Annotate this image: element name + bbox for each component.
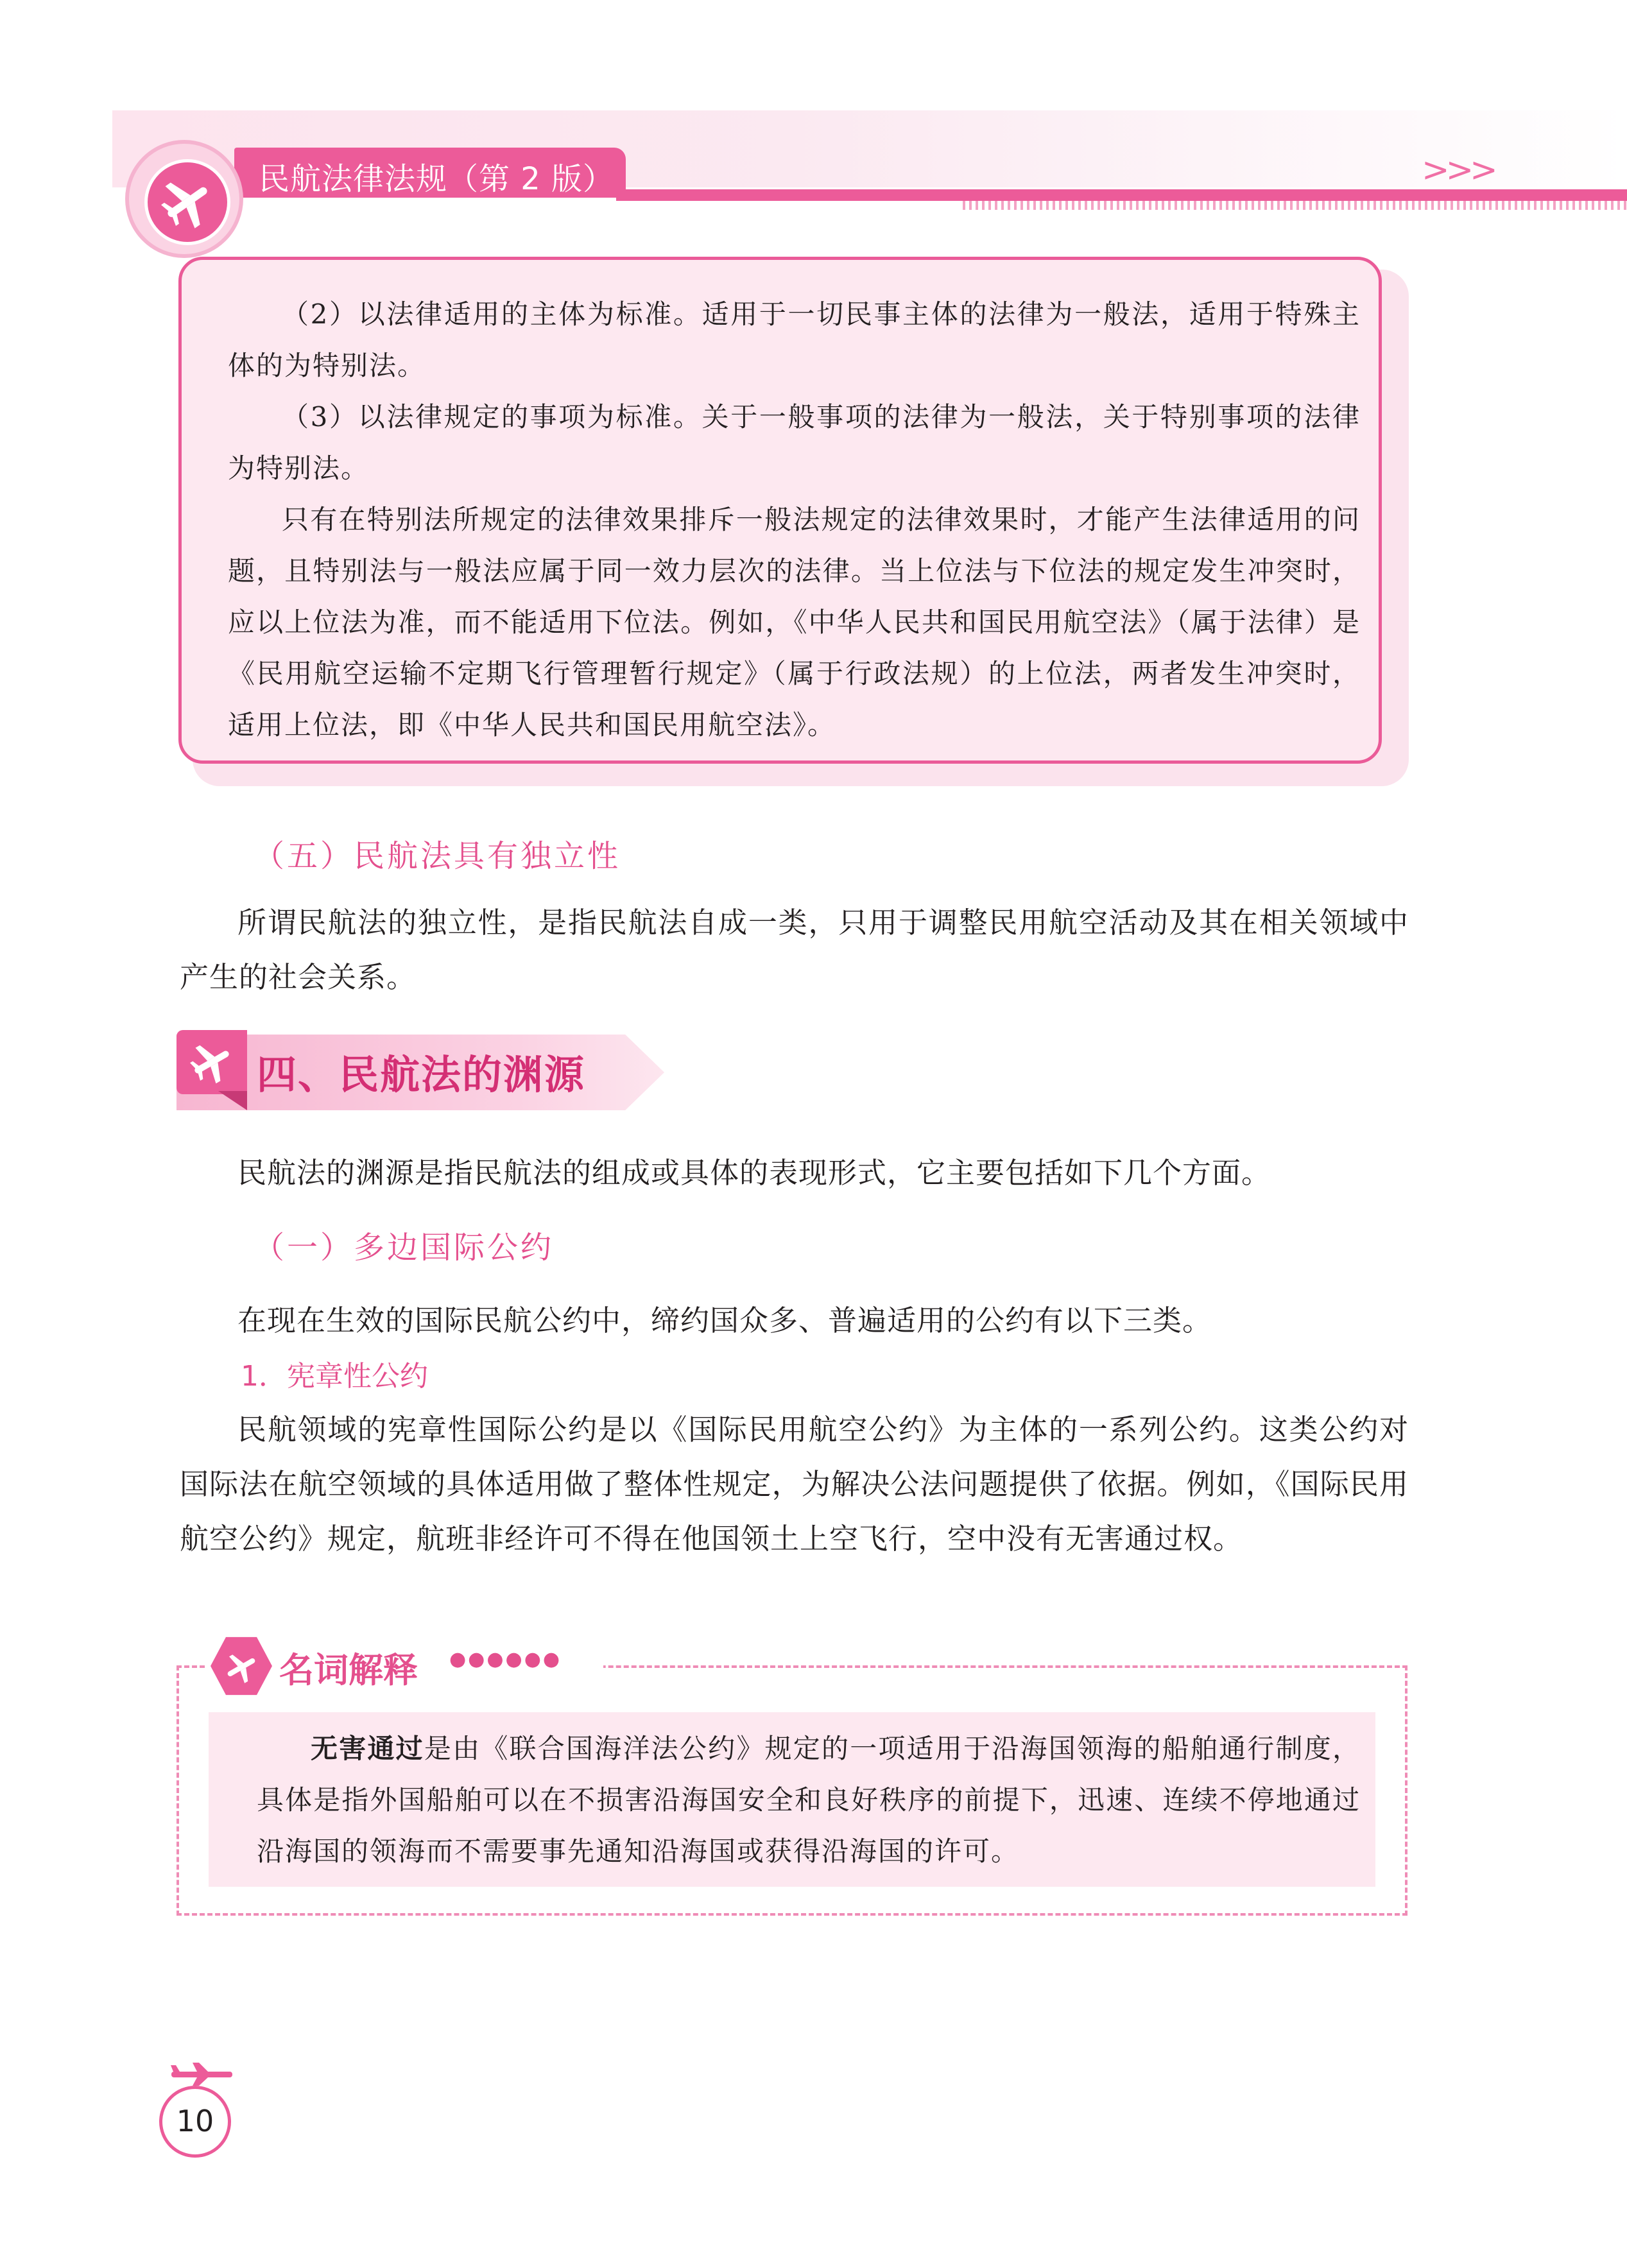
subsection-heading-multilateral: （一）多边国际公约 [254,1230,555,1266]
term-definition [257,1723,1361,1877]
term-keyword: 无害通过 [311,1733,424,1764]
term-label: 名词解释 [279,1650,418,1690]
term-paragraph [257,1723,1361,1877]
independence-paragraph [180,895,1409,1004]
term-definition-text: 是由《联合国海洋法公约》规定的一项适用于沿海国领海的船舶通行制度，具体是指外国船舶可以在不损害沿海国安全和良好秩序的前提下，迅速、连续不停地通过沿海国的领海而不需要事先通知沿海国或获得沿海国的许可。 [257,1733,1361,1867]
section-intro [180,1146,1409,1200]
charter-paragraph [180,1402,1409,1566]
multilateral-paragraph [180,1293,1409,1348]
note-box-text [228,289,1361,751]
chevrons-decoration: >>> [1422,151,1494,189]
item-heading-charter: 1．宪章性公约 [241,1360,428,1393]
footer-airplane-icon [168,2061,239,2087]
body-paragraph: 所谓民航法的独立性，是指民航法自成一类，只用于调整民用航空活动及其在相关领域中产生的社会关系。 [180,906,1409,994]
note-paragraph: （3）以法律规定的事项为标准。关于一般事项的法律为一般法，关于特别事项的法律为特别法。 [228,401,1361,484]
body-paragraph: 民航领域的宪章性国际公约是以《国际民用航空公约》为主体的一系列公约。这类公约对国际法在航空领域的具体适用做了整体性规定，为解决公法问题提供了依据。例如，《国际民用航空公约》规定，航班非经许可不得在他国领土上空飞行，空中没有无害通过权。 [180,1413,1409,1556]
section-title: 四、民航法的渊源 [257,1051,586,1098]
banner-fold [218,1091,247,1110]
term-dots-decoration: ●●●●●● [449,1648,562,1671]
book-title-tab [234,148,626,198]
note-paragraph: 只有在特别法所规定的法律效果排斥一般法规定的法律效果时，才能产生法律适用的问题，且特别法与一般法应属于同一效力层次的法律。当上位法与下位法的规定发生冲突时，应以上位法为准，而不能适用下位法。例如，《中华人民共和国民用航空法》（属于法律）是《民用航空运输不定期飞行管理暂行规定》（属于行政法规）的上位法，两者发生冲突时，适用上位法，即《中华人民共和国民用航空法》。 [228,504,1361,741]
body-paragraph: 在现在生效的国际民航公约中，缔约国众多、普遍适用的公约有以下三类。 [237,1303,1212,1337]
header-hatch-decoration [963,201,1627,210]
note-paragraph: （2）以法律适用的主体为标准。适用于一切民事主体的法律为一般法，适用于特殊主体的为特别法。 [228,298,1361,381]
banner-airplane-icon [176,1030,247,1094]
page-number: 10 [176,2104,214,2138]
book-title: 民航法律法规（第 2 版） [259,161,615,197]
subsection-heading-independence: （五）民航法具有独立性 [254,838,621,874]
airplane-logo-icon [144,159,230,245]
header-rule [616,189,1627,201]
body-paragraph: 民航法的渊源是指民航法的组成或具体的表现形式，它主要包括如下几个方面。 [237,1156,1271,1190]
